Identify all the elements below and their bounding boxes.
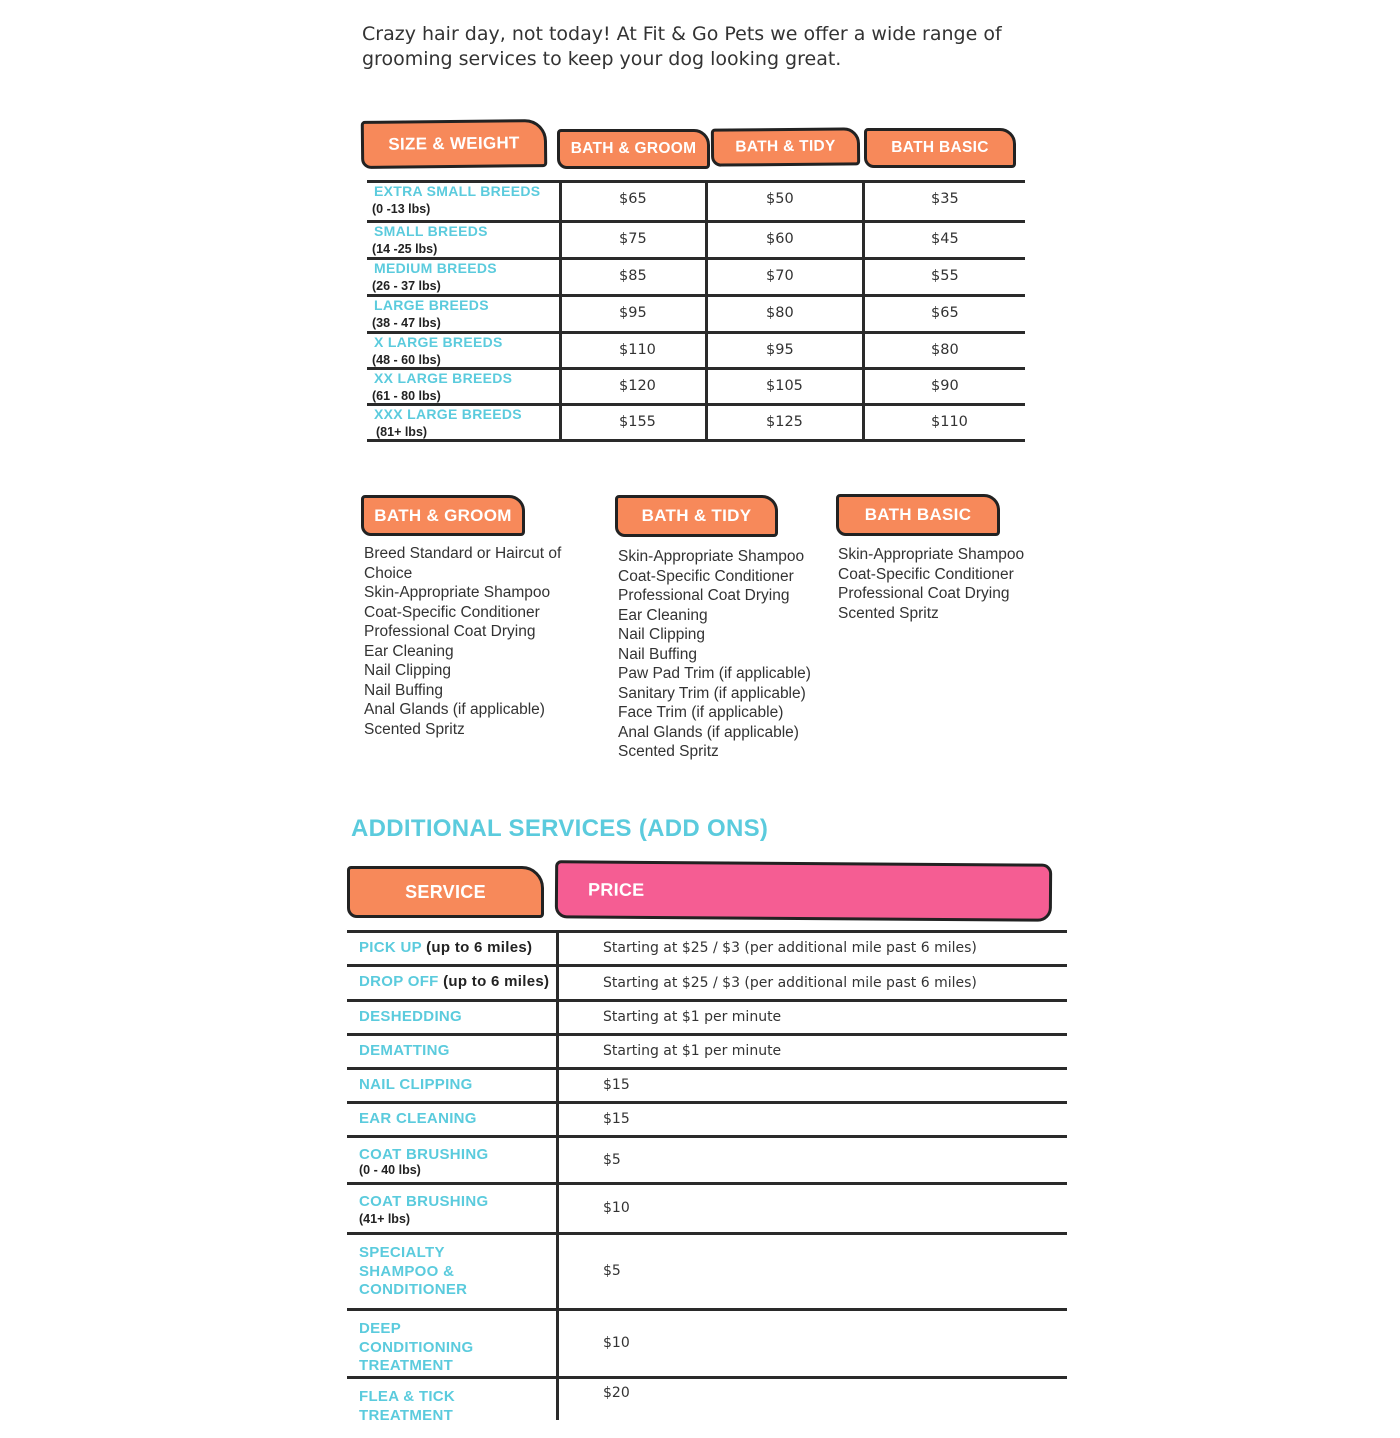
breed-weight: (61 - 80 lbs) [372, 389, 441, 403]
package-tab-bath-basic [836, 494, 1000, 536]
table-row [367, 180, 1025, 220]
breed-weight: (0 -13 lbs) [372, 202, 431, 216]
price-bath-tidy: $95 [766, 342, 794, 358]
column-divider [556, 930, 559, 1420]
list-item: Ear Cleaning [618, 606, 708, 624]
service-name [359, 1008, 462, 1027]
column-divider [862, 180, 865, 442]
service-name [359, 939, 532, 958]
service-name [359, 1320, 479, 1376]
list-item: Professional Coat Drying [618, 587, 790, 604]
list-item: Paw Pad Trim (if applicable) [618, 665, 811, 682]
service-name [359, 973, 549, 992]
tab-bath-groom [557, 129, 710, 169]
price-bath-tidy: $60 [766, 231, 794, 247]
table-row [347, 1376, 1067, 1424]
list-item: Sanitary Trim (if applicable) [618, 684, 806, 702]
service-price: $20 [603, 1385, 630, 1401]
column-divider [559, 180, 562, 442]
service-price: Starting at $25 / $3 (per additional mile past 6 miles) [603, 940, 977, 956]
breed-weight: (81+ lbs) [376, 425, 428, 439]
table-row [367, 257, 1025, 294]
service-name [359, 1076, 473, 1095]
price-bath-tidy: $70 [766, 268, 794, 284]
list-item: Skin-Appropriate Shampoo [618, 548, 805, 565]
breed-name: SMALL BREEDS [374, 223, 488, 239]
tab-label: SIZE & WEIGHT [388, 133, 520, 154]
price-bath-tidy: $80 [766, 305, 794, 321]
price-bath-basic: $110 [931, 414, 968, 430]
list-item: Face Trim (if applicable) [618, 704, 784, 721]
table-row [347, 1033, 1067, 1067]
table-row [367, 367, 1025, 403]
list-item: Scented Spritz [364, 720, 465, 738]
breed-name: EXTRA SMALL BREEDS [374, 183, 541, 199]
package-tab-bath-tidy [615, 495, 778, 537]
table-row [367, 403, 1025, 442]
tab-label: BATH BASIC [891, 139, 989, 156]
price-table [367, 180, 1025, 442]
table-row [367, 331, 1025, 367]
price-bath-groom: $95 [619, 305, 647, 321]
price-bath-basic: $35 [931, 191, 959, 207]
service-price: $10 [603, 1335, 630, 1351]
tab-service [347, 866, 544, 918]
service-note: (up to 6 miles) [421, 939, 533, 956]
price-bath-groom: $65 [619, 191, 647, 207]
table-row [347, 964, 1067, 999]
service-price: $5 [603, 1263, 621, 1279]
list-item: Coat-Specific Conditioner [618, 567, 794, 585]
price-bath-basic: $45 [931, 231, 959, 247]
list-item: Ear Cleaning [364, 642, 454, 660]
service-price: $10 [603, 1200, 630, 1216]
service-label: EAR CLEANING [359, 1110, 477, 1127]
service-weight: (41+ lbs) [359, 1212, 411, 1226]
tab-label: BATH & GROOM [570, 140, 697, 157]
service-name [359, 1244, 479, 1300]
breed-weight: (38 - 47 lbs) [372, 316, 441, 330]
price-bath-groom: $85 [619, 268, 647, 284]
service-label: DEEP CONDITIONING TREATMENT [359, 1320, 474, 1374]
table-row [367, 220, 1025, 257]
list-item: Breed Standard or Haircut of Choice [364, 545, 562, 582]
table-row [347, 1101, 1067, 1135]
section-title: ADDITIONAL SERVICES (ADD ONS) [351, 815, 769, 842]
breed-name: MEDIUM BREEDS [374, 260, 497, 276]
price-bath-basic: $90 [931, 378, 959, 394]
breed-name: LARGE BREEDS [374, 297, 489, 313]
service-label: NAIL CLIPPING [359, 1076, 473, 1093]
tab-price [555, 860, 1052, 921]
package-list-bath-groom [364, 544, 569, 739]
table-row [347, 999, 1067, 1033]
price-bath-groom: $120 [619, 378, 656, 394]
price-bath-basic: $65 [931, 305, 959, 321]
service-weight: (0 - 40 lbs) [359, 1163, 421, 1177]
table-row [347, 1182, 1067, 1232]
list-item: Professional Coat Drying [364, 623, 536, 640]
table-row [347, 1067, 1067, 1101]
list-item: Nail Buffing [364, 681, 443, 699]
table-row [367, 294, 1025, 331]
price-bath-basic: $80 [931, 342, 959, 358]
tab-label: SERVICE [405, 881, 486, 902]
service-label: COAT BRUSHING [359, 1146, 489, 1163]
breed-name: XXX LARGE BREEDS [374, 406, 522, 422]
service-label: DESHEDDING [359, 1008, 463, 1025]
service-price: $15 [603, 1111, 630, 1127]
list-item: Skin-Appropriate Shampoo [364, 584, 551, 601]
list-item: Nail Buffing [618, 645, 697, 663]
price-bath-groom: $155 [619, 414, 656, 430]
column-divider [705, 180, 708, 442]
list-item: Nail Clipping [618, 626, 706, 643]
breed-name: X LARGE BREEDS [374, 334, 503, 350]
tab-label: BATH & GROOM [374, 505, 512, 525]
service-label: PICK UP [359, 939, 422, 956]
tab-bath-tidy [711, 127, 860, 166]
service-label: SPECIALTY SHAMPOO & CONDITIONER [359, 1244, 468, 1298]
breed-name: XX LARGE BREEDS [374, 370, 513, 386]
price-bath-tidy: $125 [766, 414, 803, 430]
package-list-bath-tidy [618, 547, 828, 762]
breed-weight: (26 - 37 lbs) [372, 279, 441, 293]
service-name [359, 1388, 479, 1425]
tab-label: BATH & TIDY [641, 506, 752, 525]
list-item: Anal Glands (if applicable) [364, 701, 545, 718]
service-price: Starting at $25 / $3 (per additional mile past 6 miles) [603, 975, 977, 991]
list-item: Coat-Specific Conditioner [364, 603, 540, 621]
additional-services-table [347, 930, 1067, 1424]
tab-bath-basic [864, 128, 1016, 168]
price-bath-groom: $75 [619, 231, 647, 247]
service-price: $5 [603, 1152, 621, 1168]
service-name [359, 1110, 477, 1129]
list-item: Skin-Appropriate Shampoo [838, 546, 1025, 563]
table-row [347, 930, 1067, 964]
tab-label: BATH BASIC [864, 505, 972, 524]
price-bath-tidy: $105 [766, 378, 803, 394]
list-item: Coat-Specific Conditioner [838, 565, 1014, 583]
list-item: Scented Spritz [838, 604, 939, 622]
service-name [359, 1042, 450, 1061]
tab-size-weight [361, 119, 547, 169]
list-item: Anal Glands (if applicable) [618, 723, 799, 741]
service-price: $15 [603, 1077, 630, 1093]
breed-weight: (48 - 60 lbs) [372, 353, 441, 367]
list-item: Professional Coat Drying [838, 585, 1010, 602]
service-label: FLEA & TICK TREATMENT [359, 1388, 456, 1424]
service-label: DEMATTING [359, 1042, 450, 1059]
service-price: Starting at $1 per minute [603, 1043, 782, 1059]
table-row [347, 1135, 1067, 1182]
breed-weight: (14 -25 lbs) [372, 242, 438, 256]
table-row [347, 1308, 1067, 1376]
package-list-bath-basic [838, 545, 1048, 623]
list-item: Nail Clipping [364, 662, 452, 679]
service-price: Starting at $1 per minute [603, 1009, 782, 1025]
table-row [347, 1232, 1067, 1308]
service-label: COAT BRUSHING [359, 1193, 489, 1210]
service-name [359, 1146, 488, 1165]
tab-label: BATH & TIDY [735, 137, 836, 156]
intro-text: Crazy hair day, not today! At Fit & Go Pets we offer a wide range of grooming services to keep your dog looking great. [362, 23, 1002, 70]
price-bath-groom: $110 [619, 342, 656, 358]
price-bath-basic: $55 [931, 268, 959, 284]
service-name [359, 1193, 488, 1212]
service-note: (up to 6 miles) [438, 973, 550, 990]
service-label: DROP OFF [359, 973, 439, 990]
package-tab-bath-groom [361, 495, 525, 536]
tab-label: PRICE [587, 878, 645, 900]
price-bath-tidy: $50 [766, 191, 794, 207]
list-item: Scented Spritz [618, 743, 719, 760]
